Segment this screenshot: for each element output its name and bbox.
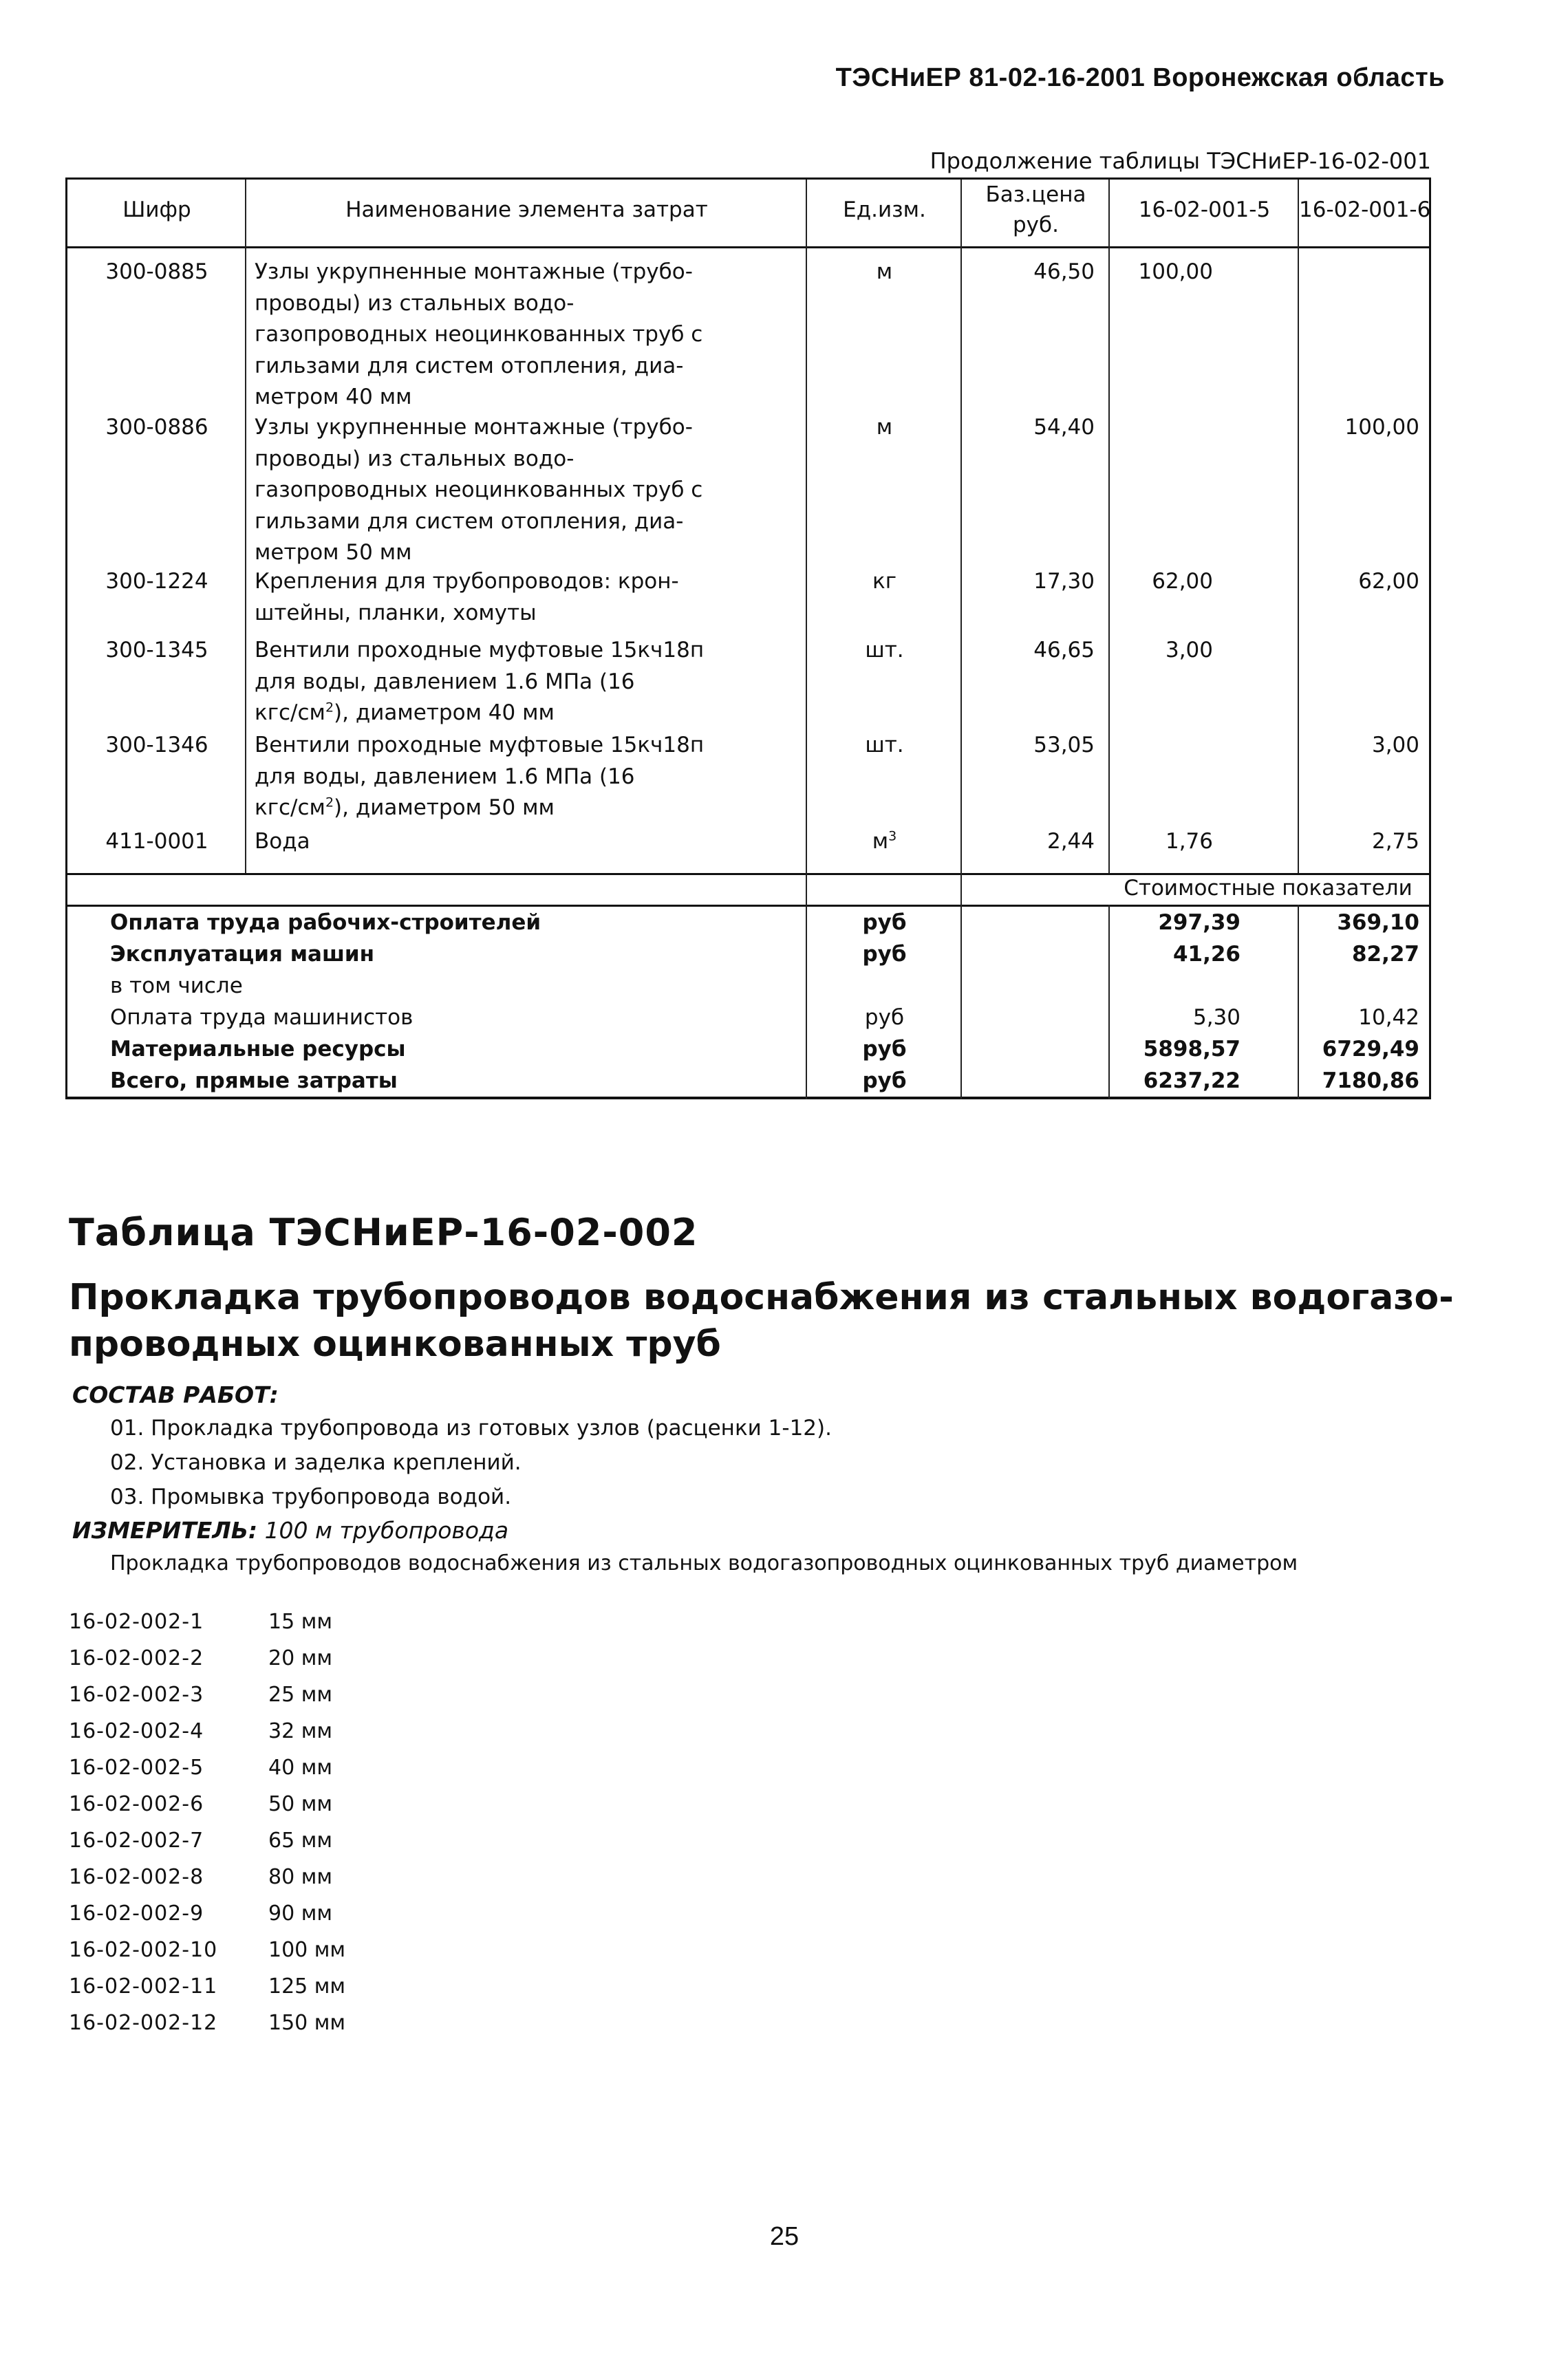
- row-name: [255, 635, 805, 729]
- list-item: [69, 1902, 482, 1936]
- rate-code: 16-02-002-10: [69, 1938, 218, 1962]
- row-unit: шт.: [865, 733, 904, 757]
- summary-label: Оплата труда рабочих-строителей: [110, 910, 541, 935]
- rate-code: 16-02-002-1: [69, 1610, 204, 1634]
- measure-value: 100 м трубопровода: [264, 1517, 509, 1544]
- col-divider: [1298, 180, 1299, 873]
- resource-table: [65, 177, 1431, 1099]
- row-col6: 2,75: [1371, 829, 1419, 854]
- diameter-value: 90 мм: [268, 1902, 332, 1926]
- name-line: кгс/см: [255, 700, 325, 725]
- row-price: 46,65: [1033, 638, 1095, 663]
- row-code: 300-1345: [105, 638, 208, 663]
- row-unit: [807, 826, 962, 858]
- row-code: 300-0886: [105, 415, 208, 440]
- row-code: 300-0885: [105, 259, 208, 284]
- row-col5: 1,76: [1165, 829, 1213, 854]
- diameter-value: 32 мм: [268, 1719, 332, 1743]
- summary-col6: 369,10: [1337, 910, 1419, 935]
- list-item: [69, 1683, 482, 1717]
- diameter-value: 15 мм: [268, 1610, 332, 1634]
- work-item: 03. Промывка трубопровода водой.: [110, 1485, 512, 1509]
- row-unit: кг: [872, 569, 896, 594]
- list-item: [69, 1938, 482, 1972]
- row-name: Узлы укрупненные монтажные (трубо- проводы) из стальных водо- газопроводных неоцинкованных труб с гильзами для систем отопления, диа- метром 40 мм: [255, 259, 703, 409]
- row-price: 54,40: [1033, 415, 1095, 440]
- rate-code: 16-02-002-2: [69, 1646, 204, 1670]
- list-item: [69, 1865, 482, 1899]
- list-item: [69, 1974, 482, 2009]
- cost-rule-bottom: [67, 905, 1429, 907]
- summary-col5: 5,30: [1192, 1005, 1241, 1030]
- rate-code: 16-02-002-11: [69, 1974, 218, 1999]
- rate-code: 16-02-002-4: [69, 1719, 204, 1743]
- row-col6: 100,00: [1344, 415, 1419, 440]
- list-item: [69, 1756, 482, 1790]
- row-code: 300-1346: [105, 733, 208, 757]
- row-price: 46,50: [1033, 259, 1095, 284]
- row-name: Узлы укрупненные монтажные (трубо- проводы) из стальных водо- газопроводных неоцинкованных труб с гильзами для систем отопления, диа- метром 50 мм: [255, 415, 703, 565]
- summary-col5: 297,39: [1158, 910, 1241, 935]
- list-item: [69, 1646, 482, 1681]
- superscript: 2: [325, 700, 334, 715]
- diameter-value: 125 мм: [268, 1974, 346, 1999]
- row-col5: 100,00: [1138, 259, 1213, 284]
- row-price: 2,44: [1046, 829, 1095, 854]
- running-header: ТЭСНиЕР 81-02-16-2001 Воронежская область: [835, 63, 1445, 92]
- diameter-value: 150 мм: [268, 2011, 346, 2035]
- name-line: кгс/см: [255, 795, 325, 820]
- row-unit: м: [876, 415, 893, 440]
- diameter-value: 20 мм: [268, 1646, 332, 1670]
- summary-unit: руб: [862, 910, 907, 935]
- row-name: [255, 730, 805, 824]
- rate-code: 16-02-002-5: [69, 1756, 204, 1780]
- measure-label: ИЗМЕРИТЕЛЬ:: [72, 1517, 258, 1544]
- header-unit: Ед.изм.: [843, 197, 926, 222]
- section-title: Прокладка трубопроводов водоснабжения из стальных водогазо- проводных оцинкованных труб: [69, 1277, 1454, 1365]
- list-item: [69, 2011, 482, 2045]
- rate-code: 16-02-002-9: [69, 1902, 204, 1926]
- diameter-value: 80 мм: [268, 1865, 332, 1889]
- summary-col5: 5898,57: [1143, 1037, 1241, 1062]
- header-col5: 16-02-001-5: [1138, 197, 1271, 222]
- works-heading: СОСТАВ РАБОТ:: [72, 1381, 279, 1408]
- name-line: Вентили проходные муфтовые 15кч18п: [255, 638, 705, 663]
- list-item: [69, 1792, 482, 1827]
- row-name: Крепления для трубопроводов: крон- штейны, планки, хомуты: [255, 569, 679, 625]
- table-title: Таблица ТЭСНиЕР-16-02-002: [69, 1211, 698, 1254]
- superscript: 3: [888, 828, 897, 844]
- summary-label: Материальные ресурсы: [110, 1037, 406, 1062]
- name-line: Вентили проходные муфтовые 15кч18п: [255, 733, 705, 757]
- row-code: 411-0001: [105, 829, 208, 854]
- work-item: 02. Установка и заделка креплений.: [110, 1450, 522, 1475]
- header-code: Шифр: [122, 197, 191, 222]
- summary-col6: 6729,49: [1322, 1037, 1419, 1062]
- summary-unit: руб: [864, 1005, 905, 1030]
- row-unit: м: [876, 259, 893, 284]
- rate-code: 16-02-002-6: [69, 1792, 204, 1816]
- diameter-value: 65 мм: [268, 1829, 332, 1853]
- row-price: 53,05: [1033, 733, 1095, 757]
- row-col5: 3,00: [1165, 638, 1213, 663]
- summary-label: Всего, прямые затраты: [110, 1068, 398, 1093]
- diameter-value: 25 мм: [268, 1683, 332, 1707]
- measure-line: [72, 1517, 508, 1544]
- superscript: 2: [325, 795, 334, 810]
- name-line: для воды, давлением 1.6 МПа (16: [255, 669, 635, 694]
- row-col6: 62,00: [1358, 569, 1419, 594]
- header-name: Наименование элемента затрат: [345, 197, 708, 222]
- rate-code: 16-02-002-8: [69, 1865, 204, 1889]
- row-code: 300-1224: [105, 569, 208, 594]
- diameter-value: 40 мм: [268, 1756, 332, 1780]
- summary-unit: руб: [862, 1068, 907, 1093]
- work-item: 01. Прокладка трубопровода из готовых узлов (расценки 1-12).: [110, 1416, 832, 1441]
- header-rule: [67, 246, 1429, 248]
- name-line: ), диаметром 50 мм: [334, 795, 555, 820]
- name-line: для воды, давлением 1.6 МПа (16: [255, 764, 635, 789]
- rate-code: 16-02-002-3: [69, 1683, 204, 1707]
- list-item: [69, 1719, 482, 1754]
- header-base-price: Баз.цена руб.: [985, 182, 1086, 237]
- summary-col6: 10,42: [1358, 1005, 1419, 1030]
- diameter-value: 100 мм: [268, 1938, 346, 1962]
- summary-unit: руб: [862, 942, 907, 967]
- summary-label: в том числе: [110, 973, 243, 998]
- summary-label: Эксплуатация машин: [110, 942, 375, 967]
- summary-col5: 6237,22: [1143, 1068, 1241, 1093]
- table-caption: Продолжение таблицы ТЭСНиЕР-16-02-001: [930, 148, 1431, 174]
- rate-code: 16-02-002-12: [69, 2011, 218, 2035]
- name-line: ), диаметром 40 мм: [334, 700, 555, 725]
- list-item: [69, 1610, 482, 1644]
- summary-col6: 82,27: [1351, 942, 1419, 967]
- list-item: [69, 1829, 482, 1863]
- row-price: 17,30: [1033, 569, 1095, 594]
- summary-col5: 41,26: [1172, 942, 1241, 967]
- header-col6: 16-02-001-6: [1299, 197, 1431, 222]
- diameter-value: 50 мм: [268, 1792, 332, 1816]
- row-name: Вода: [255, 829, 310, 854]
- description: Прокладка трубопроводов водоснабжения из стальных водогазопроводных оцинкованных труб диаметром: [110, 1551, 1298, 1575]
- unit-base: м: [872, 829, 889, 854]
- row-unit: шт.: [865, 638, 904, 663]
- rate-code: 16-02-002-7: [69, 1829, 204, 1853]
- summary-col6: 7180,86: [1322, 1068, 1419, 1093]
- row-col6: 3,00: [1371, 733, 1419, 757]
- summary-unit: руб: [862, 1037, 907, 1062]
- cost-indicators-label: Стоимостные показатели: [1124, 876, 1413, 901]
- page-number: 25: [769, 2222, 799, 2251]
- row-col5: 62,00: [1152, 569, 1213, 594]
- summary-label: Оплата труда машинистов: [110, 1005, 414, 1030]
